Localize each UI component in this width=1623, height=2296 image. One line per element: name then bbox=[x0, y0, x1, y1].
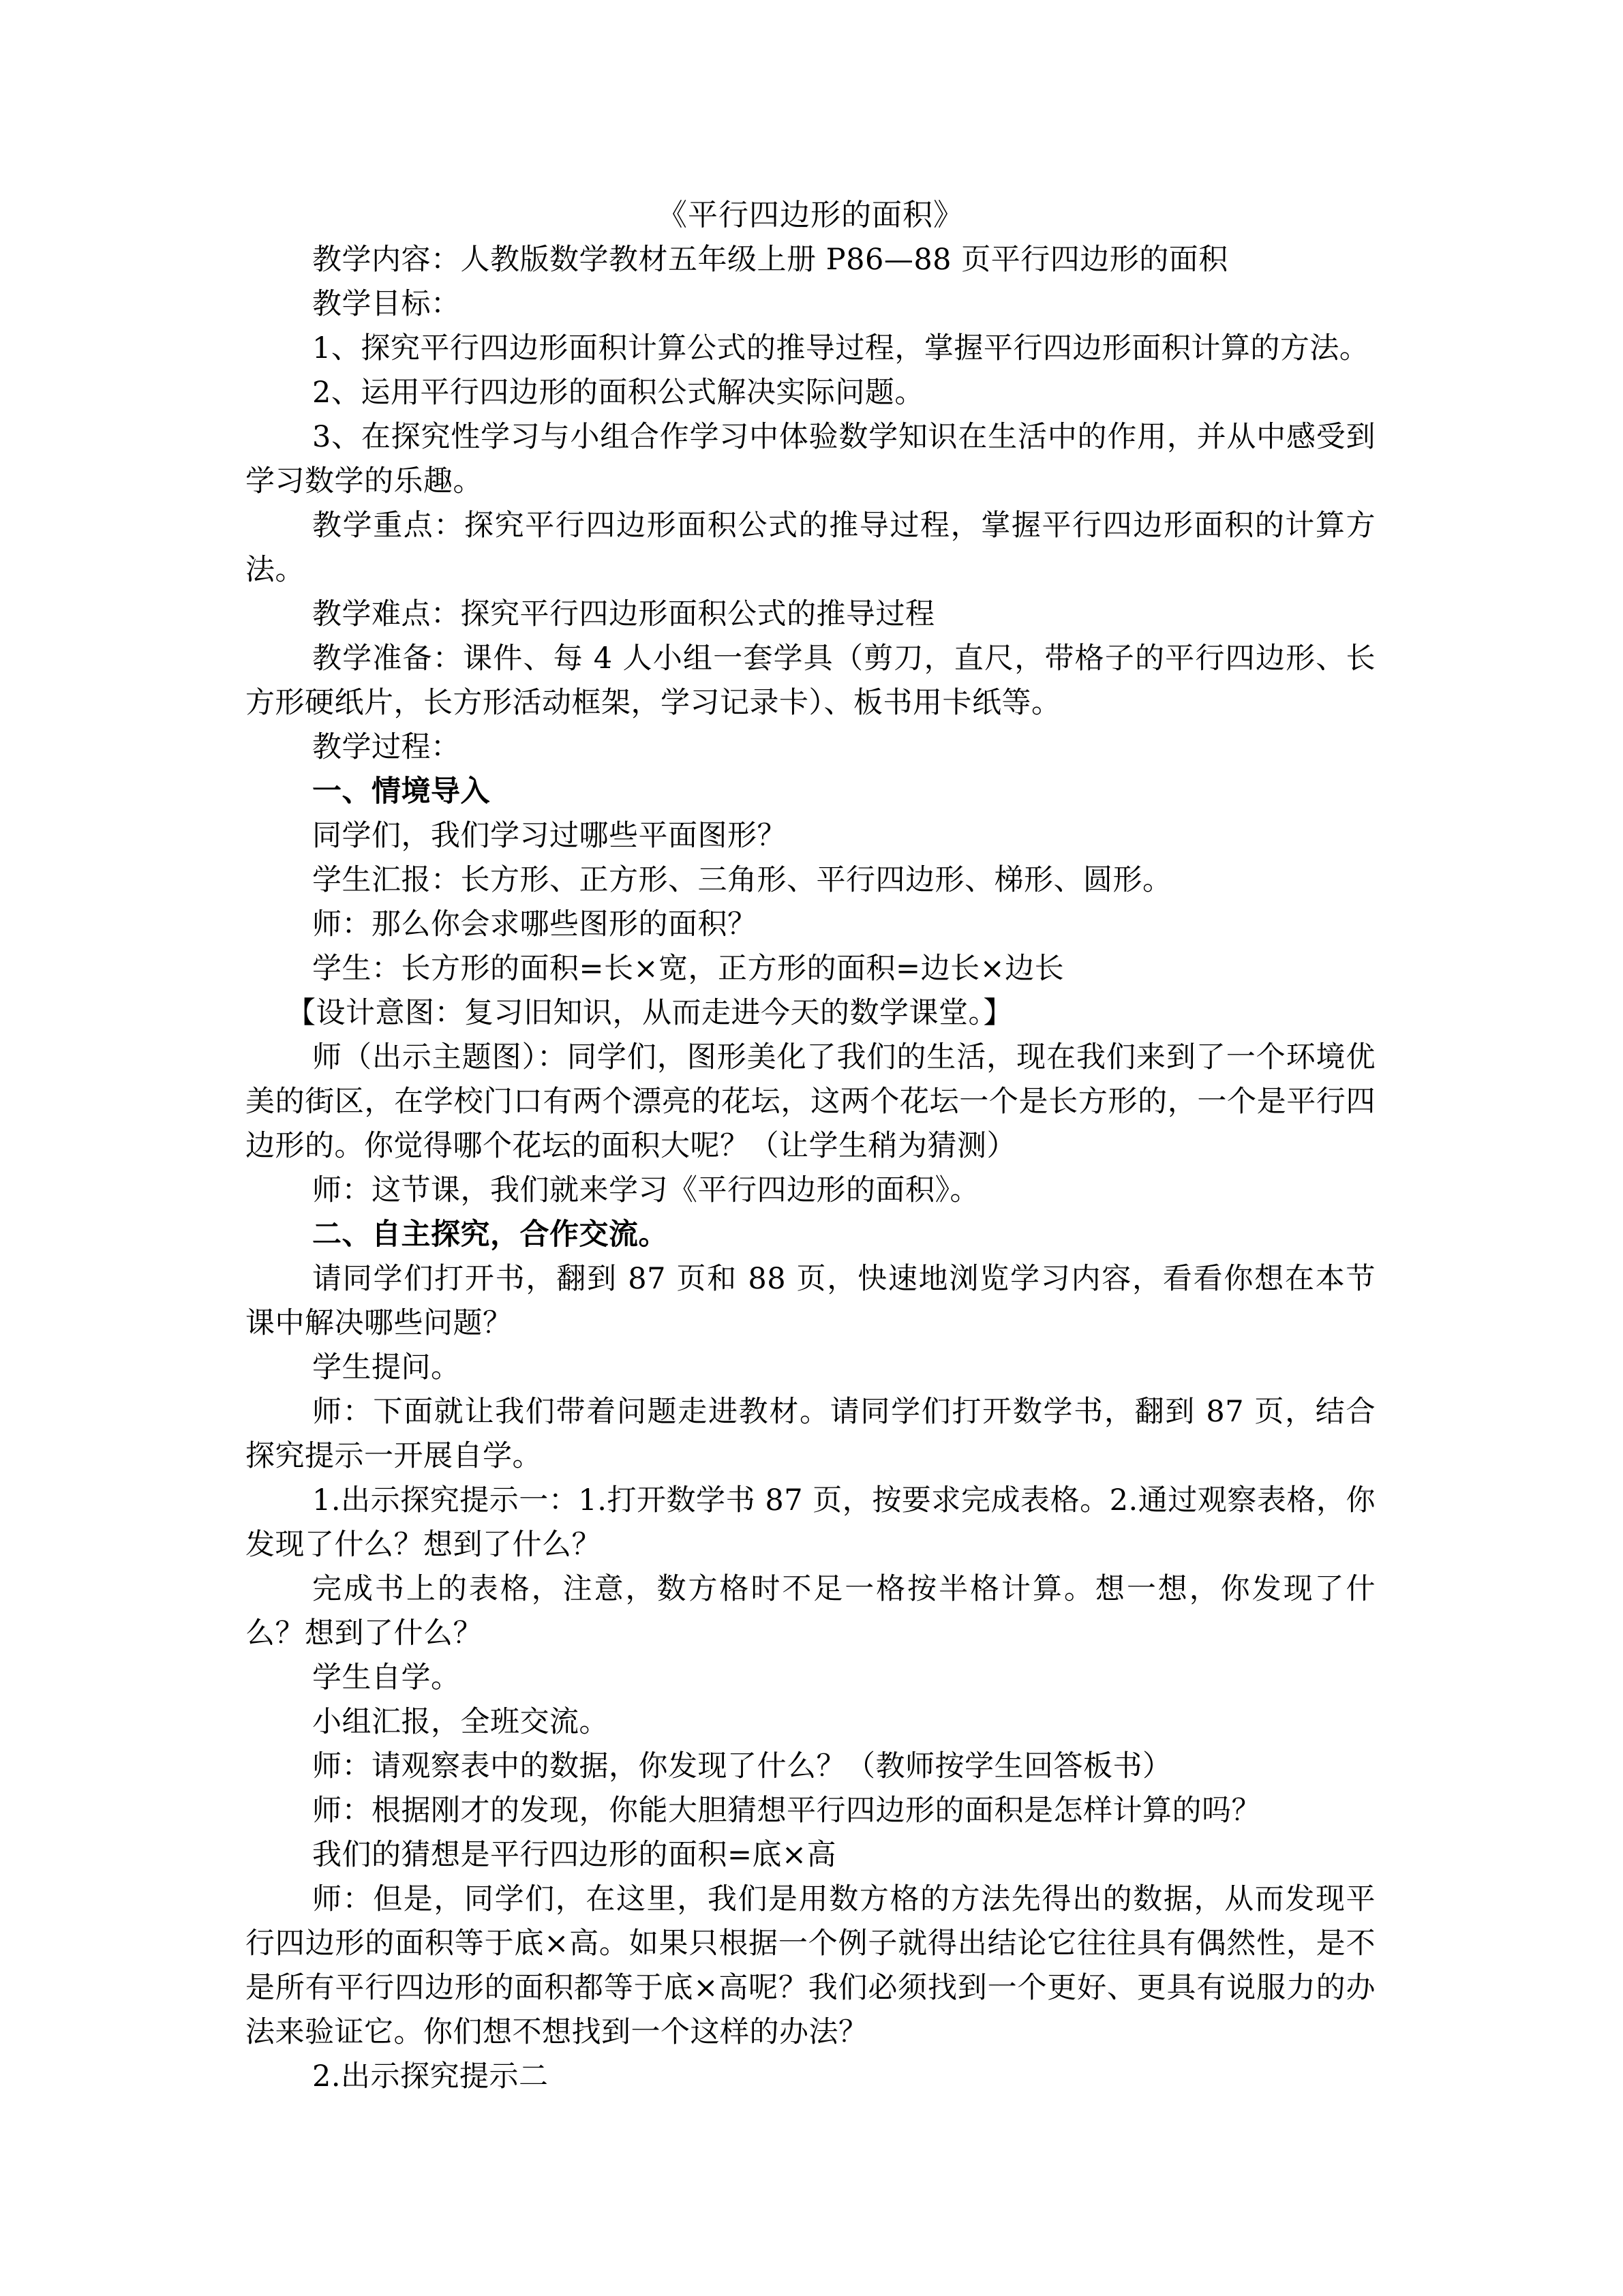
paragraph: 师：但是，同学们，在这里，我们是用数方格的方法先得出的数据，从而发现平行四边形的面积等于底×高。如果只根据一个例子就得出结论它往往具有偶然性，是不是所有平行四边形的面积都等于底×高呢？我们必须找到一个更好、更具有说服力的办法来验证它。你们想不想找到一个这样的办法？ bbox=[245, 1882, 1376, 2049]
paragraph: 1、探究平行四边形面积计算公式的推导过程，掌握平行四边形面积计算的方法。 bbox=[312, 331, 1369, 365]
paragraph: 师（出示主题图）：同学们，图形美化了我们的生活，现在我们来到了一个环境优美的街区，在学校门口有两个漂亮的花坛，这两个花坛一个是长方形的，一个是平行四边形的。你觉得哪个花坛的面积大呢？（让学生稍为猜测） bbox=[245, 1040, 1376, 1163]
paragraph: 教学目标： bbox=[312, 287, 461, 321]
section-heading: 二、自主探究，合作交流。 bbox=[312, 1218, 668, 1252]
paragraph: 2.出示探究提示二 bbox=[312, 2059, 549, 2094]
paragraph: 学生汇报：长方形、正方形、三角形、平行四边形、梯形、圆形。 bbox=[312, 863, 1172, 897]
paragraph: 师：那么你会求哪些图形的面积？ bbox=[312, 907, 757, 941]
paragraph: 师：这节课，我们就来学习《平行四边形的面积》。 bbox=[312, 1173, 980, 1207]
paragraph: 小组汇报，全班交流。 bbox=[312, 1705, 609, 1739]
paragraph: 师：请观察表中的数据，你发现了什么？（教师按学生回答板书） bbox=[312, 1749, 1172, 1783]
paragraph: 【设计意图：复习旧知识，从而走进今天的数学课堂。】 bbox=[286, 996, 1013, 1030]
paragraph: 请同学们打开书，翻到 87 页和 88 页，快速地浏览学习内容，看看你想在本节课中解决哪些问题？ bbox=[245, 1262, 1376, 1340]
document-page bbox=[245, 193, 1376, 2099]
document-body bbox=[245, 238, 1376, 2099]
paragraph: 学生自学。 bbox=[312, 1661, 461, 1695]
paragraph: 我们的猜想是平行四边形的面积=底×高 bbox=[312, 1838, 837, 1872]
paragraph: 完成书上的表格，注意，数方格时不足一格按半格计算。想一想，你发现了什么？想到了什么？ bbox=[245, 1572, 1376, 1650]
paragraph: 师：根据刚才的发现，你能大胆猜想平行四边形的面积是怎样计算的吗？ bbox=[312, 1794, 1261, 1828]
paragraph: 学生：长方形的面积=长×宽，正方形的面积=边长×边长 bbox=[312, 952, 1065, 986]
paragraph: 教学难点：探究平行四边形面积公式的推导过程 bbox=[312, 597, 935, 631]
paragraph: 师：下面就让我们带着问题走进教材。请同学们打开数学书，翻到 87 页，结合探究提示一开展自学。 bbox=[245, 1395, 1376, 1473]
paragraph: 教学过程： bbox=[312, 730, 461, 764]
paragraph: 3、在探究性学习与小组合作学习中体验数学知识在生活中的作用，并从中感受到学习数学的乐趣。 bbox=[245, 420, 1376, 498]
paragraph: 同学们，我们学习过哪些平面图形？ bbox=[312, 819, 787, 853]
paragraph: 教学重点：探究平行四边形面积公式的推导过程，掌握平行四边形面积的计算方法。 bbox=[245, 509, 1376, 587]
paragraph: 教学内容：人教版数学教材五年级上册 P86—88 页平行四边形的面积 bbox=[312, 243, 1228, 277]
paragraph: 教学准备：课件、每 4 人小组一套学具（剪刀，直尺，带格子的平行四边形、长方形硬纸片，长方形活动框架，学习记录卡）、板书用卡纸等。 bbox=[245, 641, 1376, 720]
paragraph: 学生提问。 bbox=[312, 1350, 461, 1385]
section-heading: 一、情境导入 bbox=[312, 774, 490, 809]
paragraph: 1.出示探究提示一：1.打开数学书 87 页，按要求完成表格。2.通过观察表格，你发现了什么？想到了什么？ bbox=[245, 1483, 1376, 1562]
paragraph: 2、运用平行四边形的面积公式解决实际问题。 bbox=[312, 376, 924, 410]
document-title: 《平行四边形的面积》 bbox=[657, 198, 964, 232]
